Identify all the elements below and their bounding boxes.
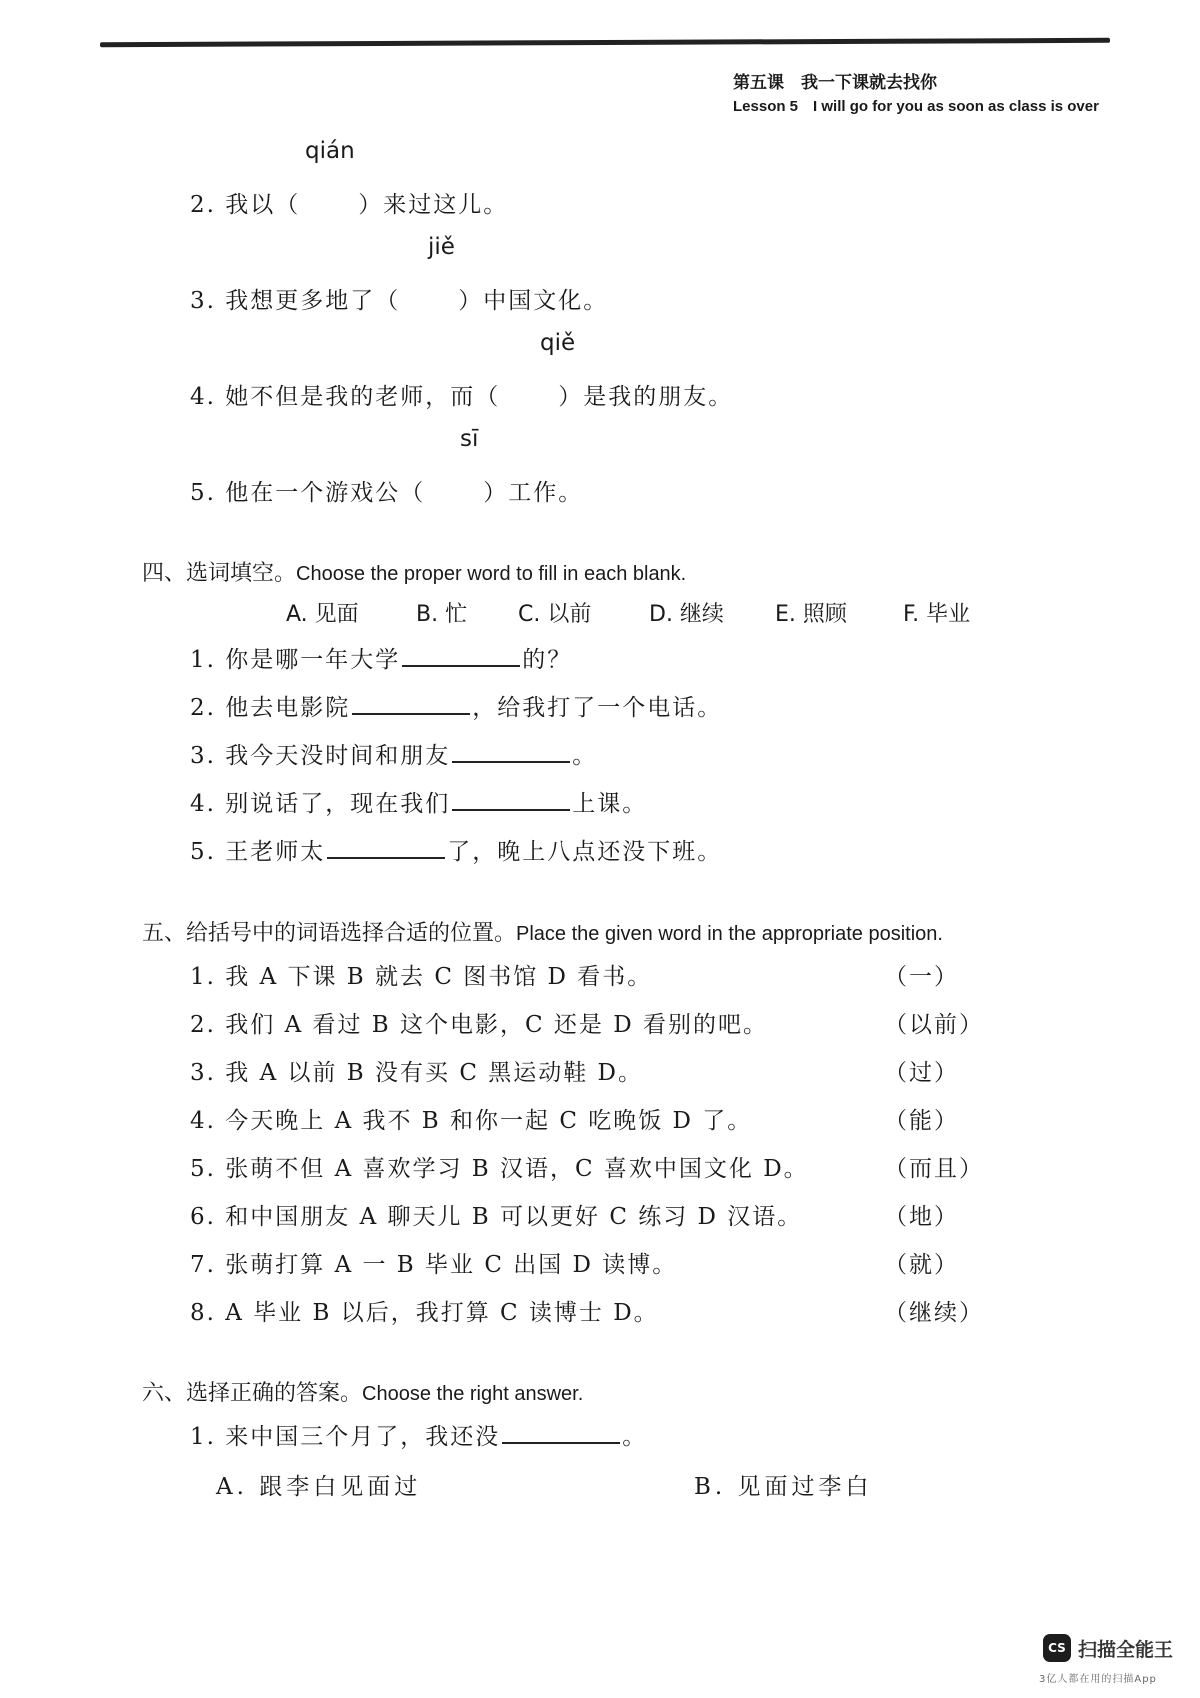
pinyin-hint: jiě: [428, 234, 455, 260]
answer-option-b[interactable]: B. 见面过李白: [694, 1474, 873, 1500]
position-item: 1. 我 A 下课 B 就去 C 图书馆 D 看书。: [190, 964, 653, 990]
watermark-name: 扫描全能王: [1078, 1639, 1174, 1661]
section-title: 五、给括号中的词语选择合适的位置。Place the given word in the appropriate position.: [142, 921, 943, 946]
position-item: 2. 我们 A 看过 B 这个电影，C 还是 D 看别的吧。: [190, 1012, 768, 1038]
lesson-title-cn: 第五课 我一下课就去找你: [733, 73, 937, 93]
answer-blank[interactable]: [452, 739, 570, 763]
given-word: （而且）: [884, 1156, 984, 1182]
blank-item: 1. 你是哪一年大学 的？: [190, 641, 572, 674]
section-title: 四、选词填空。Choose the proper word to fill in each blank.: [142, 561, 687, 586]
choice-question: 1. 来中国三个月了，我还没 。: [190, 1418, 647, 1451]
camscanner-logo-icon: CS: [1043, 1634, 1071, 1662]
section-title: 六、选择正确的答案。Choose the right answer.: [142, 1381, 584, 1406]
given-word: （继续）: [884, 1300, 984, 1326]
fill-item: 2. 我以（ ）来过这儿。: [190, 192, 509, 218]
answer-blank[interactable]: [502, 1420, 620, 1444]
answer-blank[interactable]: [452, 787, 570, 811]
fill-item: 4. 她不但是我的老师，而（ ）是我的朋友。: [190, 384, 734, 410]
word-option: F. 毕业: [903, 602, 971, 627]
pinyin-hint: qiě: [540, 330, 576, 356]
given-word: （一）: [884, 964, 959, 990]
position-item: 5. 张萌不但 A 喜欢学习 B 汉语，C 喜欢中国文化 D。: [190, 1156, 809, 1182]
word-option: A. 见面: [286, 602, 359, 627]
answer-option-a[interactable]: A. 跟李白见面过: [216, 1474, 422, 1500]
blank-item: 4. 别说话了，现在我们 上课。: [190, 785, 647, 818]
given-word: （地）: [884, 1204, 959, 1230]
fill-item: 3. 我想更多地了（ ）中国文化。: [190, 288, 609, 314]
blank-item: 3. 我今天没时间和朋友 。: [190, 737, 597, 770]
word-option: E. 照顾: [775, 602, 847, 627]
given-word: （以前）: [884, 1012, 984, 1038]
blank-item: 2. 他去电影院 ，给我打了一个电话。: [190, 689, 722, 722]
answer-blank[interactable]: [327, 835, 445, 859]
answer-blank[interactable]: [402, 643, 520, 667]
given-word: （就）: [884, 1252, 959, 1278]
position-item: 8. A 毕业 B 以后，我打算 C 读博士 D。: [190, 1300, 659, 1326]
position-item: 6. 和中国朋友 A 聊天儿 B 可以更好 C 练习 D 汉语。: [190, 1204, 803, 1230]
position-item: 4. 今天晚上 A 我不 B 和你一起 C 吃晚饭 D 了。: [190, 1108, 753, 1134]
answer-blank[interactable]: [352, 691, 470, 715]
word-option: B. 忙: [416, 602, 468, 627]
pinyin-hint: sī: [460, 426, 479, 452]
fill-item: 5. 他在一个游戏公（ ）工作。: [190, 480, 584, 506]
top-rule: [100, 38, 1110, 47]
word-option: D. 继续: [649, 602, 724, 627]
given-word: （能）: [884, 1108, 959, 1134]
position-item: 3. 我 A 以前 B 没有买 C 黑运动鞋 D。: [190, 1060, 643, 1086]
word-option: C. 以前: [518, 602, 592, 627]
position-item: 7. 张萌打算 A 一 B 毕业 C 出国 D 读博。: [190, 1252, 678, 1278]
pinyin-hint: qián: [305, 138, 355, 164]
lesson-title-en: Lesson 5 I will go for you as soon as class is over: [733, 98, 1099, 115]
watermark-tagline: 3亿人都在用的扫描App: [1039, 1674, 1157, 1685]
given-word: （过）: [884, 1060, 959, 1086]
blank-item: 5. 王老师太 了，晚上八点还没下班。: [190, 833, 722, 866]
